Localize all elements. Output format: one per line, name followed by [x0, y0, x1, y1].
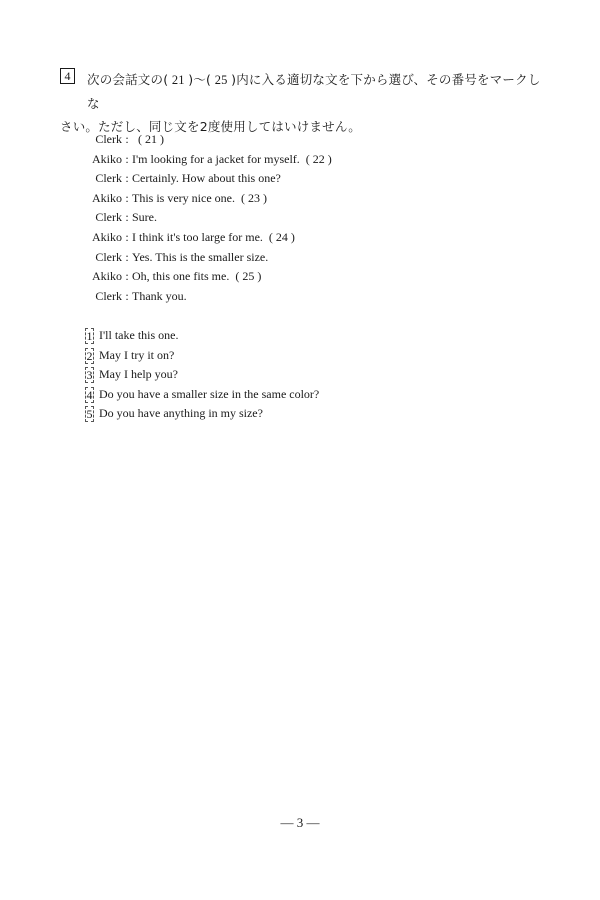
dialog-line: Clerk : Yes. This is the smaller size. [0, 247, 600, 267]
option-number: 5 [86, 407, 93, 422]
question-instruction [60, 68, 550, 138]
dialog-line: Clerk : Sure. [0, 207, 600, 227]
dialog-blank: ( 25 ) [235, 269, 262, 284]
speaker-name: Akiko [92, 269, 122, 284]
option-number: 2 [86, 348, 93, 363]
dialog-line: Clerk : Thank you. [0, 286, 600, 306]
question-number-box: 4 [60, 68, 75, 84]
instruction-text-a: 次の会話文の( [87, 72, 169, 87]
option-number: 3 [86, 368, 93, 383]
instruction-text-c: )内に入る適切な文を下から選び、その番号をマークしな [87, 72, 541, 111]
answer-option [0, 325, 600, 345]
dialog-blank: ( 21 ) [138, 132, 164, 146]
option-number: 4 [86, 387, 93, 402]
speaker-name: Clerk [95, 210, 122, 225]
page-number: — 3 — [280, 815, 320, 830]
speaker-name: Akiko [92, 151, 122, 166]
dialog-text: Thank you. [132, 288, 187, 303]
instruction-line-1 [60, 68, 550, 115]
dialog-blank: ( 24 ) [268, 230, 295, 244]
dialog-text: Oh, this one fits me. [132, 269, 230, 284]
dialog-line: Clerk : Certainly. How about this one? [0, 168, 600, 188]
blank-end-number: 25 [214, 73, 228, 87]
dialog-text: Sure. [132, 210, 157, 225]
speaker-name: Clerk [95, 288, 122, 303]
dialog-blank: ( 22 ) [305, 151, 332, 166]
dialog-text: This is very nice one. [132, 190, 235, 205]
option-text: May I help you? [99, 367, 178, 382]
dialog-line: Akiko : I'm looking for a jacket for myself. ( 22 ) [0, 149, 600, 169]
option-text: I'll take this one. [99, 328, 179, 342]
answer-option [0, 364, 600, 384]
dialog-text: I think it's too large for me. [132, 230, 263, 244]
speaker-name: Clerk [95, 249, 122, 264]
speaker-name: Clerk [95, 132, 122, 146]
option-number: 1 [86, 329, 93, 343]
speaker-name: Clerk [95, 171, 122, 186]
answer-option [0, 345, 600, 365]
dialog-line: Akiko : Oh, this one fits me. ( 25 ) [0, 266, 600, 286]
dialog-line: Akiko : This is very nice one. ( 23 ) [0, 188, 600, 208]
answer-option [0, 384, 600, 404]
instruction-text-b: )〜( [188, 72, 212, 87]
option-text: May I try it on? [99, 347, 175, 362]
dialog-text: Yes. This is the smaller size. [132, 249, 269, 264]
dialog-text: I'm looking for a jacket for myself. [132, 151, 300, 166]
speaker-name: Akiko [92, 230, 122, 244]
option-text: Do you have anything in my size? [99, 406, 263, 421]
dialog-line: Clerk : ( 21 ) [0, 129, 600, 149]
answer-option [0, 403, 600, 423]
option-text: Do you have a smaller size in the same color? [99, 386, 320, 401]
dialog-blank: ( 23 ) [240, 190, 267, 205]
speaker-name: Akiko [92, 190, 122, 205]
dialog-text: Certainly. How about this one? [132, 171, 281, 186]
dialog-line: Akiko : I think it's too large for me. ( 24 ) [0, 227, 600, 247]
blank-start-number: 21 [171, 73, 185, 87]
instruction-line-2: さい。ただし、同じ文を2度使用してはいけません。 [60, 119, 362, 134]
